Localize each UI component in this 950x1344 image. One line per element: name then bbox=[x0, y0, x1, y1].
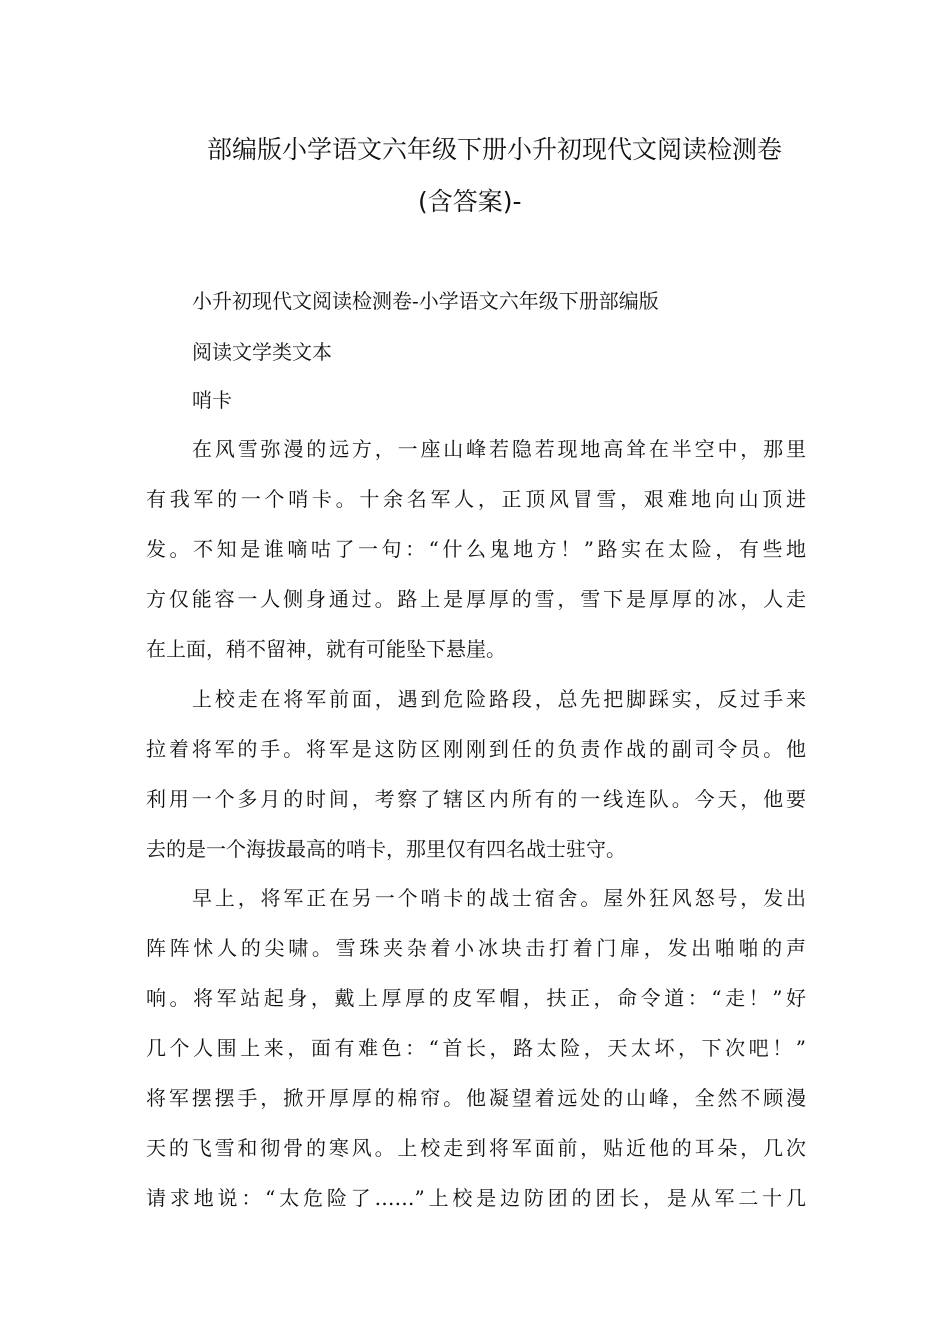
document-subtitle: 小升初现代文阅读检测卷-小学语文六年级下册部编版 bbox=[192, 289, 659, 313]
paragraph-line: 利用一个多月的时间，考察了辖区内所有的一线连队。今天，他要 bbox=[146, 787, 806, 811]
paragraph-line: 响。将军站起身，戴上厚厚的皮军帽，扶正，命令道：“走！”好 bbox=[146, 986, 806, 1010]
paragraph-line: 去的是一个海拔最高的哨卡，那里仅有四名战士驻守。 bbox=[146, 837, 626, 861]
paragraph-line: 在上面，稍不留神，就有可能坠下悬崖。 bbox=[146, 637, 506, 661]
story-title: 哨卡 bbox=[192, 388, 232, 412]
paragraph-line: 上校走在将军前面，遇到危险路段，总先把脚踩实，反过手来 bbox=[192, 687, 806, 711]
paragraph-line: 天的飞雪和彻骨的寒风。上校走到将军面前，贴近他的耳朵，几次 bbox=[146, 1136, 806, 1160]
paragraph-line: 几个人围上来，面有难色：“首长，路太险，天太坏，下次吧！” bbox=[146, 1036, 806, 1060]
document-title-line-1: 部编版小学语文六年级下册小升初现代文阅读检测卷 bbox=[207, 135, 783, 164]
paragraph-line: 有我军的一个哨卡。十余名军人，正顶风冒雪，艰难地向山顶进 bbox=[146, 487, 806, 511]
section-heading: 阅读文学类文本 bbox=[192, 340, 332, 364]
paragraph-line: 将军摆摆手，掀开厚厚的棉帘。他凝望着远处的山峰，全然不顾漫 bbox=[146, 1086, 806, 1110]
paragraph-line: 方仅能容一人侧身通过。路上是厚厚的雪，雪下是厚厚的冰，人走 bbox=[146, 587, 806, 611]
paragraph-line: 在风雪弥漫的远方，一座山峰若隐若现地高耸在半空中，那里 bbox=[192, 437, 806, 461]
paragraph-line: 发。不知是谁嘀咕了一句：“什么鬼地方！”路实在太险，有些地 bbox=[146, 537, 806, 561]
document-title-line-2: (含答案)- bbox=[418, 187, 522, 216]
paragraph-line: 阵阵怵人的尖啸。雪珠夹杂着小冰块击打着门扉，发出啪啪的声 bbox=[146, 936, 806, 960]
paragraph-line: 早上，将军正在另一个哨卡的战士宿舍。屋外狂风怒号，发出 bbox=[192, 886, 806, 910]
paragraph-line: 请求地说：“太危险了……”上校是边防团的团长，是从军二十几 bbox=[146, 1186, 806, 1210]
paragraph-line: 拉着将军的手。将军是这防区刚刚到任的负责作战的副司令员。他 bbox=[146, 737, 806, 761]
